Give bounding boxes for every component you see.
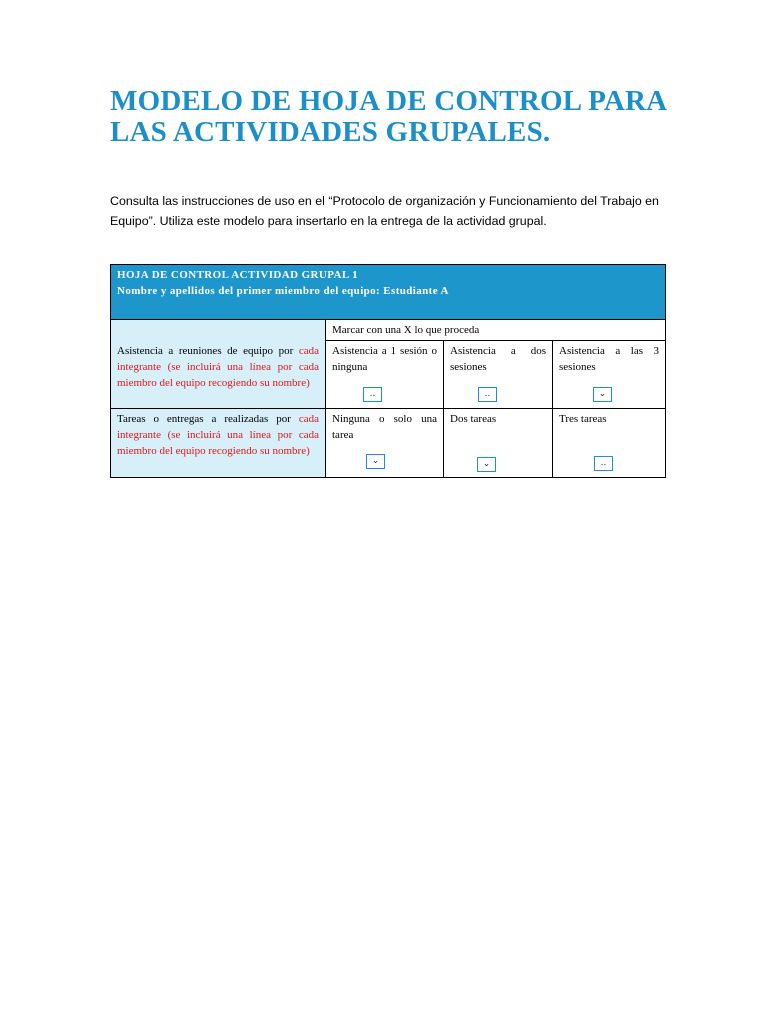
option-attendance-2 — [444, 341, 553, 409]
option-label: Ninguna o solo una tarea — [332, 413, 437, 441]
option-tasks-1 — [326, 409, 444, 478]
intro-paragraph: Consulta las instrucciones de uso en el “Protocolo de organización y Funcionamiento del Trabajo en Equipo”. Utiliza este modelo para insertarlo en la entrega de la actividad grupal. — [110, 194, 659, 228]
option-label: Dos tareas — [450, 413, 497, 425]
row-label-tasks — [111, 409, 326, 478]
dropdown-tasks-2[interactable]: ⌄ — [477, 457, 496, 472]
table-header-member: Nombre y apellidos del primer miembro del equipo: Estudiante A — [117, 285, 449, 297]
page-title-line-1: MODELO DE HOJA DE CONTROL PARA — [110, 85, 668, 117]
option-attendance-3 — [553, 341, 666, 409]
option-label: Asistencia a 1 sesión o ninguna — [332, 345, 437, 373]
row-label-tasks-note: cada integrante (se incluirá una línea por cada miembro del equipo recogiendo su nombre) — [117, 413, 320, 457]
option-tasks-3 — [553, 409, 666, 478]
option-label: Asistencia a dos sesiones — [450, 345, 546, 373]
row-label-attendance-note: cada integrante (se incluirá una línea por cada miembro del equipo recogiendo su nombre) — [117, 345, 320, 389]
option-label: Tres tareas — [559, 413, 607, 425]
option-label: Asistencia a las 3 sesiones — [559, 345, 660, 373]
table-header-title: HOJA DE CONTROL ACTIVIDAD GRUPAL 1 — [117, 269, 359, 281]
row-label-tasks-text: Tareas o entregas a realizadas por — [117, 413, 291, 425]
row-label-attendance — [111, 320, 326, 409]
dropdown-tasks-3[interactable]: .. — [594, 456, 613, 471]
table-header — [111, 265, 666, 320]
page-title-line-2: LAS ACTIVIDADES GRUPALES. — [110, 116, 551, 148]
dropdown-attendance-3[interactable]: ⌄ — [593, 387, 612, 402]
option-tasks-2 — [444, 409, 553, 478]
row-label-attendance-text: Asistencia a reuniones de equipo por — [117, 345, 294, 357]
dropdown-attendance-1[interactable]: .. — [363, 387, 382, 402]
mark-instruction: Marcar con una X lo que proceda — [326, 320, 666, 341]
option-attendance-1 — [326, 341, 444, 409]
dropdown-attendance-2[interactable]: .. — [478, 387, 497, 402]
page-title — [110, 86, 710, 148]
control-sheet-table — [110, 264, 666, 478]
dropdown-tasks-1[interactable]: ⌄ — [366, 454, 385, 469]
